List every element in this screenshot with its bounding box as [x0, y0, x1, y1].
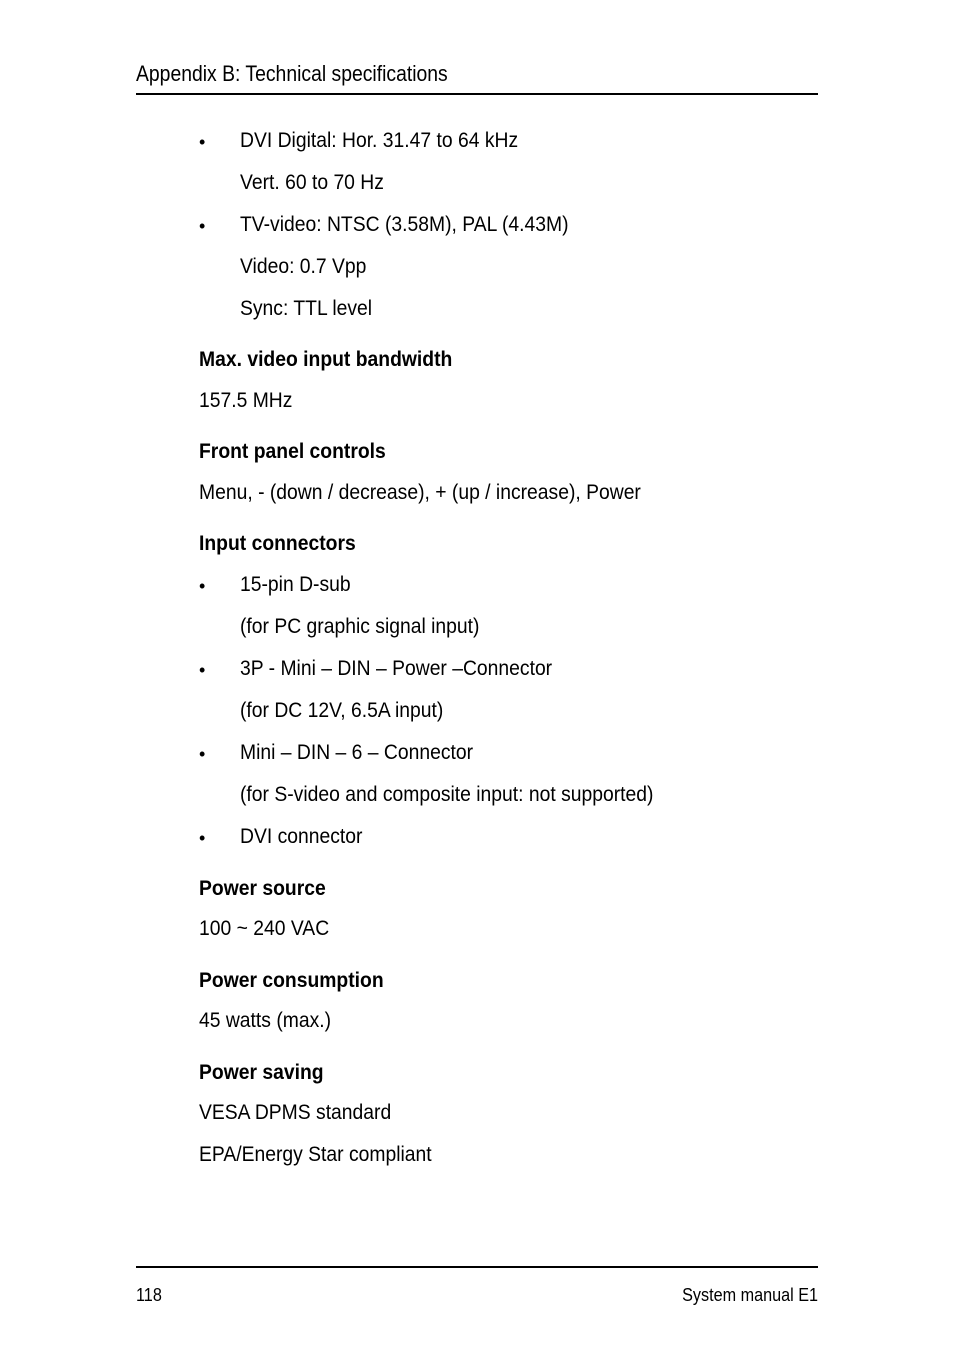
- dvi-connector-line: DVI connector: [240, 825, 363, 848]
- power-saving-value-2: EPA/Energy Star compliant: [199, 1143, 432, 1166]
- manual-name: System manual E1: [682, 1285, 818, 1305]
- dvi-digital-line: DVI Digital: Hor. 31.47 to 64 kHz: [240, 129, 519, 152]
- power-source-value: 100 ~ 240 VAC: [199, 917, 330, 940]
- tv-sync-line: Sync: TTL level: [240, 297, 373, 320]
- front-panel-heading: Front panel controls: [199, 440, 386, 463]
- power-consumption-value: 45 watts (max.): [199, 1009, 332, 1032]
- power-source-heading: Power source: [199, 877, 326, 900]
- bandwidth-heading: Max. video input bandwidth: [199, 348, 453, 371]
- mini-din-connector-note: (for S-video and composite input: not supported): [240, 783, 654, 806]
- power-saving-heading: Power saving: [199, 1061, 324, 1084]
- power-connector-note: (for DC 12V, 6.5A input): [240, 699, 444, 722]
- dsub-connector-note: (for PC graphic signal input): [240, 615, 480, 638]
- bullet-icon: •: [199, 828, 206, 848]
- dsub-connector-line: 15-pin D-sub: [240, 573, 351, 596]
- mini-din-connector-line: Mini – DIN – 6 – Connector: [240, 741, 474, 764]
- power-consumption-heading: Power consumption: [199, 969, 384, 992]
- power-connector-line: 3P - Mini – DIN – Power –Connector: [240, 657, 553, 680]
- bullet-icon: •: [199, 576, 206, 596]
- footer-rule: [136, 1266, 818, 1268]
- bullet-icon: •: [199, 216, 206, 236]
- input-connectors-heading: Input connectors: [199, 532, 356, 555]
- tv-video-line: TV-video: NTSC (3.58M), PAL (4.43M): [240, 213, 569, 236]
- bullet-icon: •: [199, 132, 206, 152]
- tv-video-level-line: Video: 0.7 Vpp: [240, 255, 367, 278]
- header-title: Appendix B: Technical specifications: [136, 61, 448, 86]
- power-saving-value-1: VESA DPMS standard: [199, 1101, 392, 1124]
- bandwidth-value: 157.5 MHz: [199, 389, 293, 412]
- bullet-icon: •: [199, 744, 206, 764]
- header-rule: [136, 93, 818, 95]
- page-number: 118: [136, 1285, 162, 1305]
- dvi-vert-line: Vert. 60 to 70 Hz: [240, 171, 384, 194]
- bullet-icon: •: [199, 660, 206, 680]
- front-panel-value: Menu, - (down / decrease), + (up / increase), Power: [199, 481, 641, 504]
